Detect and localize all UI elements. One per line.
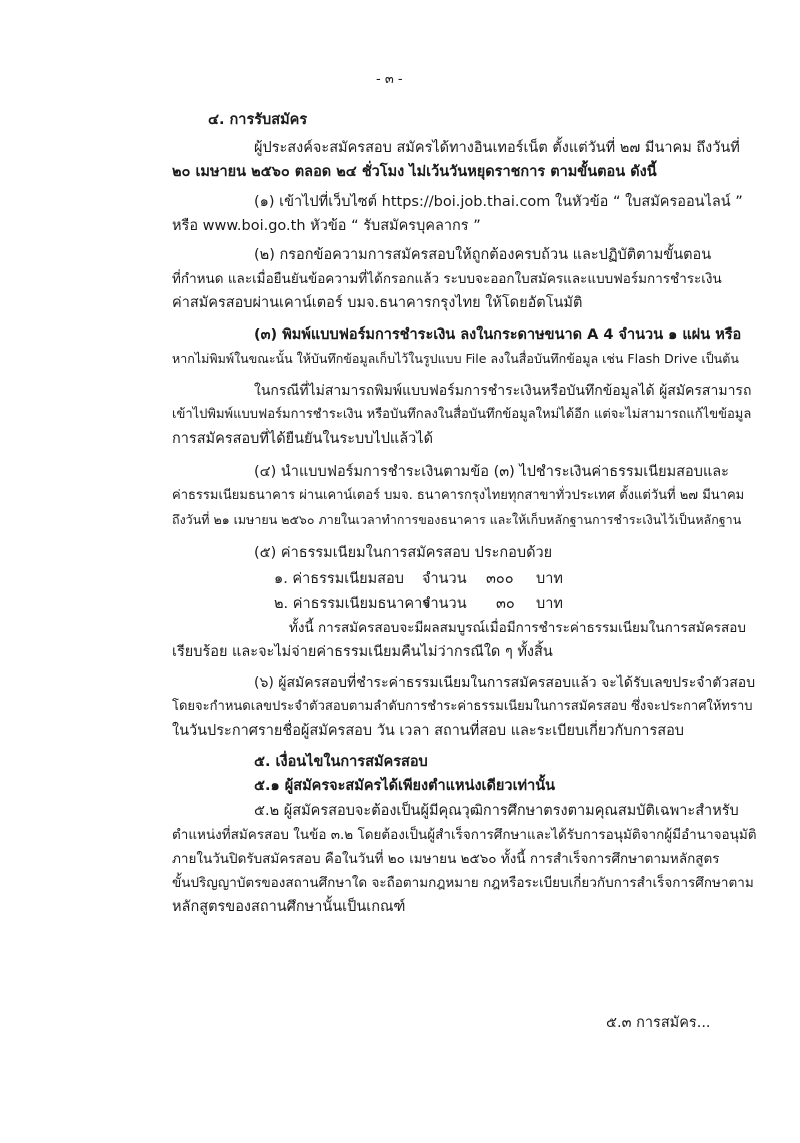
fee-row — [274, 594, 594, 614]
step-6-line-2: โดยจะกำหนดเลขประจำตัวสอบตามลำดับการชำระค่าธรรมเนียมในการสมัครสอบ ซึ่งจะประกาศให้ทราบ — [172, 699, 753, 714]
step-3-line-2: หากไม่พิมพ์ในขณะนั้น ให้บันทึกข้อมูลเก็บไว้ในรูปแบบ File ลงในสื่อบันทึกข้อมูล เช่น Flash Drive เป็นต้น — [172, 351, 739, 366]
fee-row — [274, 569, 594, 589]
step-6-line-3: ในวันประกาศรายชื่อผู้สมัครสอบ วัน เวลา สถานที่สอบ และระเบียบเกี่ยวกับการสอบ — [172, 723, 684, 739]
step-2-line-3: ค่าสมัครสอบผ่านเคาน์เตอร์ บมจ.ธนาคารกรุงไทย ให้โดยอัตโนมัติ — [172, 295, 583, 311]
step-1-line-1: (๑) เข้าไปที่เว็บไซต์ https://boi.job.thai.com ในหัวข้อ “ ใบสมัครออนไลน์ ” — [254, 194, 743, 210]
step-2-line-2: ที่กำหนด และเมื่อยืนยันข้อความที่ได้กรอกแล้ว ระบบจะออกใบสมัครและแบบฟอร์มการชำระเงิน — [172, 271, 722, 287]
step-3-note-line-1: ในกรณีที่ไม่สามารถพิมพ์แบบฟอร์มการชำระเงินหรือบันทึกข้อมูลได้ ผู้สมัครสามารถ — [254, 383, 752, 399]
step-5-note-line-2: เรียบร้อย และจะไม่จ่ายค่าธรรมเนียมคืนไม่ว่ากรณีใด ๆ ทั้งสิ้น — [172, 644, 553, 660]
fee-amount: ๓๐๐ — [486, 571, 514, 587]
fee-amount: ๓๐ — [496, 596, 515, 612]
fee-name: ๒. ค่าธรรมเนียมธนาคาร — [274, 596, 431, 612]
fee-qty-label: จำนวน — [422, 571, 467, 587]
step-5-note-line-1: ทั้งนี้ การสมัครสอบจะมีผลสมบูรณ์เมื่อมีการชำระค่าธรรมเนียมในการสมัครสอบ — [289, 620, 746, 636]
section-5-item-2-line-4: ขั้นปริญญาบัตรของสถานศึกษาใด จะถือตามกฎหมาย กฎหรือระเบียบเกี่ยวกับการสำเร็จการศึกษาตาม — [172, 875, 754, 891]
step-4-line-1: (๔) นำแบบฟอร์มการชำระเงินตามข้อ (๓) ไปชำระเงินค่าธรรมเนียมสอบและ — [254, 464, 729, 480]
fee-unit: บาท — [536, 596, 563, 612]
section-4-intro-line-2: ๒๐ เมษายน ๒๕๖๐ ตลอด ๒๔ ชั่วโมง ไม่เว้นวันหยุดราชการ ตามขั้นตอน ดังนี้ — [172, 164, 657, 180]
section-5-item-2-line-1: ๕.๒ ผู้สมัครสอบจะต้องเป็นผู้มีคุณวุฒิการศึกษาตรงตามคุณสมบัติเฉพาะสำหรับ — [254, 803, 739, 819]
step-3-line-1: (๓) พิมพ์แบบฟอร์มการชำระเงิน ลงในกระดาษขนาด A 4 จำนวน ๑ แผ่น หรือ — [254, 327, 742, 343]
section-5-heading: ๕. เงื่อนไขในการสมัครสอบ — [254, 754, 428, 770]
section-5-item-2-line-2: ตำแหน่งที่สมัครสอบ ในข้อ ๓.๒ โดยต้องเป็นผู้สำเร็จการศึกษาและได้รับการอนุมัติจากผู้มีอำนาจอนุมัติ — [172, 827, 757, 843]
section-5-item-2-line-5: หลักสูตรของสถานศึกษานั้นเป็นเกณฑ์ — [172, 899, 406, 915]
footer-continuation: ๕.๓ การสมัคร... — [606, 1015, 711, 1031]
step-3-note-line-2: เข้าไปพิมพ์แบบฟอร์มการชำระเงิน หรือบันทึกลงในสื่อบันทึกข้อมูลใหม่ได้อีก แต่จะไม่สามารถแก้ไขข้อมูล — [172, 407, 752, 422]
fee-unit: บาท — [536, 571, 563, 587]
step-4-line-2: ค่าธรรมเนียมธนาคาร ผ่านเคาน์เตอร์ บมจ. ธนาคารกรุงไทยทุกสาขาทั่วประเทศ ตั้งแต่วันที่ ๒๗ มีนาคม — [172, 488, 745, 503]
page-number: - ๓ - — [376, 72, 403, 87]
step-4-line-3: ถึงวันที่ ๒๑ เมษายน ๒๕๖๐ ภายในเวลาทำการของธนาคาร และให้เก็บหลักฐานการชำระเงินไว้เป็นหลักฐาน — [172, 512, 742, 527]
section-4-heading: ๔. การรับสมัคร — [208, 112, 308, 128]
step-6-line-1: (๖) ผู้สมัครสอบที่ชำระค่าธรรมเนียมในการสมัครสอบแล้ว จะได้รับเลขประจำตัวสอบ — [254, 675, 756, 691]
fee-qty-label: จำนวน — [422, 596, 467, 612]
step-2-line-1: (๒) กรอกข้อความการสมัครสอบให้ถูกต้องครบถ้วน และปฏิบัติตามขั้นตอน — [254, 247, 712, 263]
step-5-intro: (๕) ค่าธรรมเนียมในการสมัครสอบ ประกอบด้วย — [254, 545, 553, 561]
step-3-note-line-3: การสมัครสอบที่ได้ยืนยันในระบบไปแล้วได้ — [172, 431, 434, 447]
section-4-intro-line-1: ผู้ประสงค์จะสมัครสอบ สมัครได้ทางอินเทอร์เน็ต ตั้งแต่วันที่ ๒๗ มีนาคม ถึงวันที่ — [254, 140, 740, 156]
section-5-item-1: ๕.๑ ผู้สมัครจะสมัครได้เพียงตำแหน่งเดียวเท่านั้น — [254, 778, 556, 794]
section-5-item-2-line-3: ภายในวันปิดรับสมัครสอบ คือในวันที่ ๒๐ เมษายน ๒๕๖๐ ทั้งนี้ การสำเร็จการศึกษาตามหลักสูตร — [172, 851, 720, 867]
fee-name: ๑. ค่าธรรมเนียมสอบ — [274, 571, 404, 587]
step-1-line-2: หรือ www.boi.go.th หัวข้อ “ รับสมัครบุคลากร ” — [172, 218, 481, 234]
